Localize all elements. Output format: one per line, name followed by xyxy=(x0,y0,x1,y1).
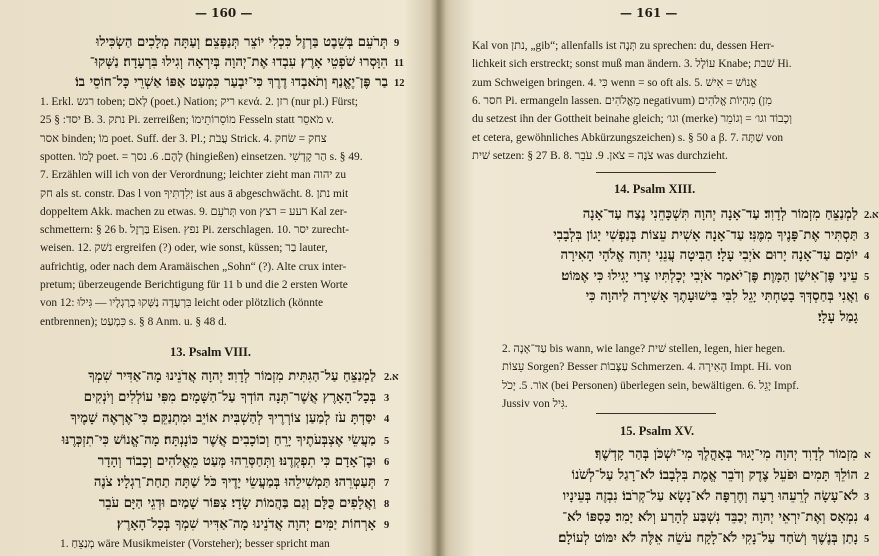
note-line: אסר binden; מוֹ poet. Suff. der 3. Pl.; עֲבֹת Strick. 4. צחק = שׂחק xyxy=(40,132,327,145)
verse-line: לַמְנַצֵּחַ מִזְמוֹר לְדָוִד׃ עַד־אָנָה יְהוָה תִּשְׁכָּחֵנִי נֶצַח עַד־אָנָה xyxy=(582,207,858,222)
verse-line: הִוָּסְרוּ שֹׁפְטֵי אָרֶץ׃ עִבְדוּ אֶת־יְהוָה בְּיִרְאָה וְגִילוּ בִּרְעָדָה׃ נַשְּׁקוּ־ xyxy=(89,55,388,70)
page-number: — 161 — xyxy=(620,6,678,20)
section-heading: 14. Psalm XIII. xyxy=(614,182,696,196)
note-line: חק als st. constr. Das l von יְלִדְתִּיךָ ist aus ā abgeschwächt. 8. נתן mit xyxy=(40,187,349,200)
verse-number: 8 xyxy=(384,499,390,511)
verse-line: בַר פֶּן־יֶאֱנַף וְתֹאבְדוּ דֶרֶךְ כִּי־יִבְעַר כִּמְעַט אַפּוֹ אַשְׁרֵי כָּל־חוֹסֵי בוֹ׃ xyxy=(75,75,388,90)
verse-number: 6 xyxy=(384,456,390,468)
note-line: weisen. 12. נשׁק ergreifen (?) oder, wie sonst, küssen; בַר lauter, xyxy=(40,242,328,255)
verse-line: תְּעַטְּרֵהוּ׃ תַּמְשִׁילֵהוּ בְּמַעֲשֵׂי יָדֶיךָ כֹּל שַׁתָּה תַחַת־רַגְלָיו׃ צֹנֶה xyxy=(93,475,376,490)
verse-number: 4 xyxy=(384,414,390,426)
note-line: lichkeit sich erstreckt; sonst muß man ändern. 3. עוֹלָל Knabe; שׁבת Hi. xyxy=(472,58,792,71)
verse-number: א xyxy=(864,450,871,461)
note-line: Jussiv von גִּיל. xyxy=(502,397,568,410)
note-line: aufrichtig, oder nach dem Aramäischen „Sohn“ (?). Alte crux inter- xyxy=(40,260,347,273)
verse-line: לֹא־עָשָׂה לְרֵעֵהוּ רָעָה וְחֶרְפָּה לֹא־נָשָׂא עַל־קְרֹבוֹ׃ נִבְזֶה בְּעֵינָיו xyxy=(562,489,858,504)
note-line: du setzest ihn der Gottheit beinahe gleich; וגו׳ (merke) וְכָבוֹד וגו׳ = וְגוֹמֵר xyxy=(472,113,793,126)
verse-number: 4 xyxy=(864,251,870,262)
verse-number: 7 xyxy=(384,478,390,489)
verse-number: 2 xyxy=(864,471,870,482)
note-line: 6. חסר Pi. ermangeln lassen. מֵאֱלֹהִים negativum) מִן) מִהְיוֹת אֱלֹהִים xyxy=(472,94,772,107)
note-line: שׁית setzen: § 27 B. 8. צֹנֶה = צֹאן. 9. עֹבֵר was durchzieht. xyxy=(472,149,728,162)
verse-line: וַאֲלָפִים כֻּלָּם וְגַם בַּהֲמוֹת שָׂדָי׃ צִפּוֹר שָׁמַיִם וּדְגֵי הַיָּם עֹבֵר xyxy=(98,496,376,512)
bottom-note: 1. מְנַצֵּחַ wäre Musikmeister (Vorsteher); besser spricht man xyxy=(60,538,330,550)
verse-number: 5 xyxy=(864,271,870,283)
verse-number: 6 xyxy=(864,292,870,303)
note-line: et cetera, gewöhnliches Abkürzungszeichen) s. § 50 a β. 7. שַׁתָּה von xyxy=(472,131,784,144)
verse-line: וַאֲנִי בְּחַסְדְּךָ בָטַחְתִּי יָגֵל לִבִּי בִּישׁוּעָתֶךָ אָשִׁירָה לַיהוָה כִּי xyxy=(585,289,858,304)
page-number: — 160 — xyxy=(195,6,253,20)
verse-number: 11 xyxy=(394,58,404,69)
verse-line: תַּסְתִּיר אֶת־פָּנֶיךָ מִמֶּנִּי׃ עַד־אָנָה אָשִׁית עֵצוֹת בְּנַפְשִׁי יָגוֹן בִּלְבָבִי xyxy=(553,227,858,243)
verse-line: נָתַן בְּנֶשֶׁךְ וְשֹׁחַד עַל־נָקִי לֹא־לָקָח עֹשֵׂה אֵלֶּה לֹא יִמּוֹט לְעוֹלָם׃ xyxy=(558,531,858,546)
verse-number: 2.א xyxy=(384,372,399,383)
verse-line: אָרְחוֹת יַמִּים׃ יְהוָה אֲדֹנֵינוּ מָה־אַדִּיר שִׁמְךָ בְּכָל־הָאָרֶץ׃ xyxy=(116,517,376,533)
note-line: יסד: § 25 B. 3. נתק Pi. zerreißen; מוֹסֵרוֹתֵימוֹ Fesseln statt מֹאסֵר v. xyxy=(40,114,334,127)
verse-line: הוֹלֵךְ תָּמִים וּפֹעֵל צֶדֶק וְדֹבֵר אֱמֶת בִּלְבָבוֹ׃ לֹא־רָגַל עַל־לְשֹׁנוֹ xyxy=(571,468,858,483)
divider xyxy=(596,172,716,173)
verse-number: 2.א xyxy=(864,210,879,221)
verse-number: 12 xyxy=(394,78,405,89)
note-line: schmettern: § 26 b. בַּרְזֶל Eisen. נפץ Pi. zerschlagen. 10. יסר zurecht- xyxy=(40,224,350,237)
verse-line: מִזְמוֹר לְדָוִד יְהוָה מִי־יָגוּר בְּאָהֳלֶךָ מִי־יִשְׁכֹּן בְּהַר קָדְשֶׁךָ׃ xyxy=(594,447,858,462)
note-line: von 12: בִּרְעָדָה נַשְּׁקוּ בְרַגְלָיו — גִּילוּ leicht oder plötzlich (könnte xyxy=(40,297,324,310)
note-line: 2. עַד־אָנָה bis wann, wie lange? שׁית stellen, legen, hier hegen. xyxy=(502,343,786,355)
verse-number: 3 xyxy=(864,230,870,242)
note-line: pretum; überzeugende Berichtigung für 11 b und die 2 ersten Worte xyxy=(40,279,348,291)
divider xyxy=(596,413,716,414)
note-line: אוֹר. 5. יָכֹל (bei Personen) überlegen sein, bewältigen. 6. יָגֵל Impf. xyxy=(502,379,799,392)
note-line: doppeltem Akk. machen zu etwas. 9. תְּרֹעֵם von רעע = רצץ Kal zer- xyxy=(40,205,348,218)
section-heading: 13. Psalm VIII. xyxy=(170,345,252,359)
note-line: 7. Erzählen will ich von der Verordnung; leichter zieht man יהוה zu xyxy=(40,169,347,182)
verse-number: 3 xyxy=(864,492,870,503)
verse-number: 5 xyxy=(864,534,870,545)
verse-number: 4 xyxy=(864,513,870,524)
verse-line: יִסַּדְתָּ עֹז לְמַעַן צוֹרְרֶיךָ לְהַשְׁבִּית אוֹיֵב וּמִתְנַקֵּם׃ כִּי־אֶרְאֶה שָׁמֶיךָ xyxy=(70,411,376,427)
verse-line: יוֹמָם עַד־אָנָה יָרוּם אֹיְבִי עָלָי׃ הַבִּיטָה עֲנֵנִי יְהוָה אֱלֹהָי הָאִירָה xyxy=(560,248,858,263)
section-heading: 15. Psalm XV. xyxy=(620,424,695,438)
verse-number: 9 xyxy=(394,38,400,49)
verse-line: לַמְנַצֵּחַ עַל־הַגִּתִּית מִזְמוֹר לְדָוִד׃ יְהוָה אֲדֹנֵינוּ מָה־אַדִּיר שִׁמְךָ xyxy=(88,369,376,384)
note-line: zum Schweigen bringen. 4. כִּי wenn = so oft als. 5. אֱנוֹשׁ = אִישׁ xyxy=(472,76,758,89)
note-line: 1. Erkl. רגש toben; לְאֹם (poet.) Nation; ריק κενά. 2. רזן (nur pl.) Fürst; xyxy=(40,96,358,108)
verse-line: נִמְאָס וְאֶת־יִרְאֵי יְהוָה יְכַבֵּד נִשְׁבַּע לְהָרַע וְלֹא יָמִר׃ כַּסְפּוֹ לֹא־ xyxy=(562,510,858,525)
note-line: Kal von נתן, „gib“; allenfalls ist תְּנָה zu sprechen: du, dessen Herr- xyxy=(472,40,775,52)
verse-line: עֵינַי פֶּן־אִישַׁן הַמָּוֶת׃ פֶּן־יֹאמַר אֹיְבִי יְכָלְתִּיו צָרַי יָגִילוּ כִּי אֶמּוֹט׃ xyxy=(561,268,858,284)
verse-line: וּבֶן־אָדָם כִּי תִפְקְדֶנּוּ׃ וַתְּחַסְּרֵהוּ מְּעַט מֵאֱלֹהִים וְכָבוֹד וְהָדָר xyxy=(97,453,376,469)
verse-number: 3 xyxy=(384,393,390,405)
verse-line: תְּרֹעֵם בְּשֵׁבֶט בַּרְזֶל כִּכְלִי יוֹצֵר תְּנַפְּצֵם׃ וְעַתָּה מְלָכִים הַשְׂכִּילוּ xyxy=(96,35,388,50)
verse-number: 5 xyxy=(384,435,390,447)
verse-number: 9 xyxy=(384,520,390,532)
note-line: עֵצוֹת Sorgen? Besser עַצָּבוֹת Schmerzen. 4. הָאִירָה Impt. Hi. von xyxy=(502,361,792,374)
left-page xyxy=(0,0,434,556)
verse-line: מַעֲשֵׂי אֶצְבְּעֹתֶיךָ יָרֵחַ וְכוֹכָבִים אֲשֶׁר כּוֹנָנְתָּה׃ מָה־אֱנוֹשׁ כִּי־תִזְכְּרֶנּוּ xyxy=(61,432,376,448)
verse-line: בְּכָל־הָאָרֶץ אֲשֶׁר־תְּנָה הוֹדְךָ עַל־הַשָּׁמָיִם׃ מִפִּי עוֹלְלִים וְיֹנְקִים xyxy=(83,390,376,406)
note-line: spotten. לָמוֹ poet. = לָהֶם. 6. נסך (hingießen) einsetzen. הַר קָדְשִׁי s. § 49. xyxy=(40,150,363,163)
verse-line: גָמַל עָלָי׃ xyxy=(817,309,858,325)
note-line: entbrennen); כִּמְעַט s. § 8 Anm. u. § 48 d. xyxy=(40,315,227,328)
right-page xyxy=(446,0,879,556)
